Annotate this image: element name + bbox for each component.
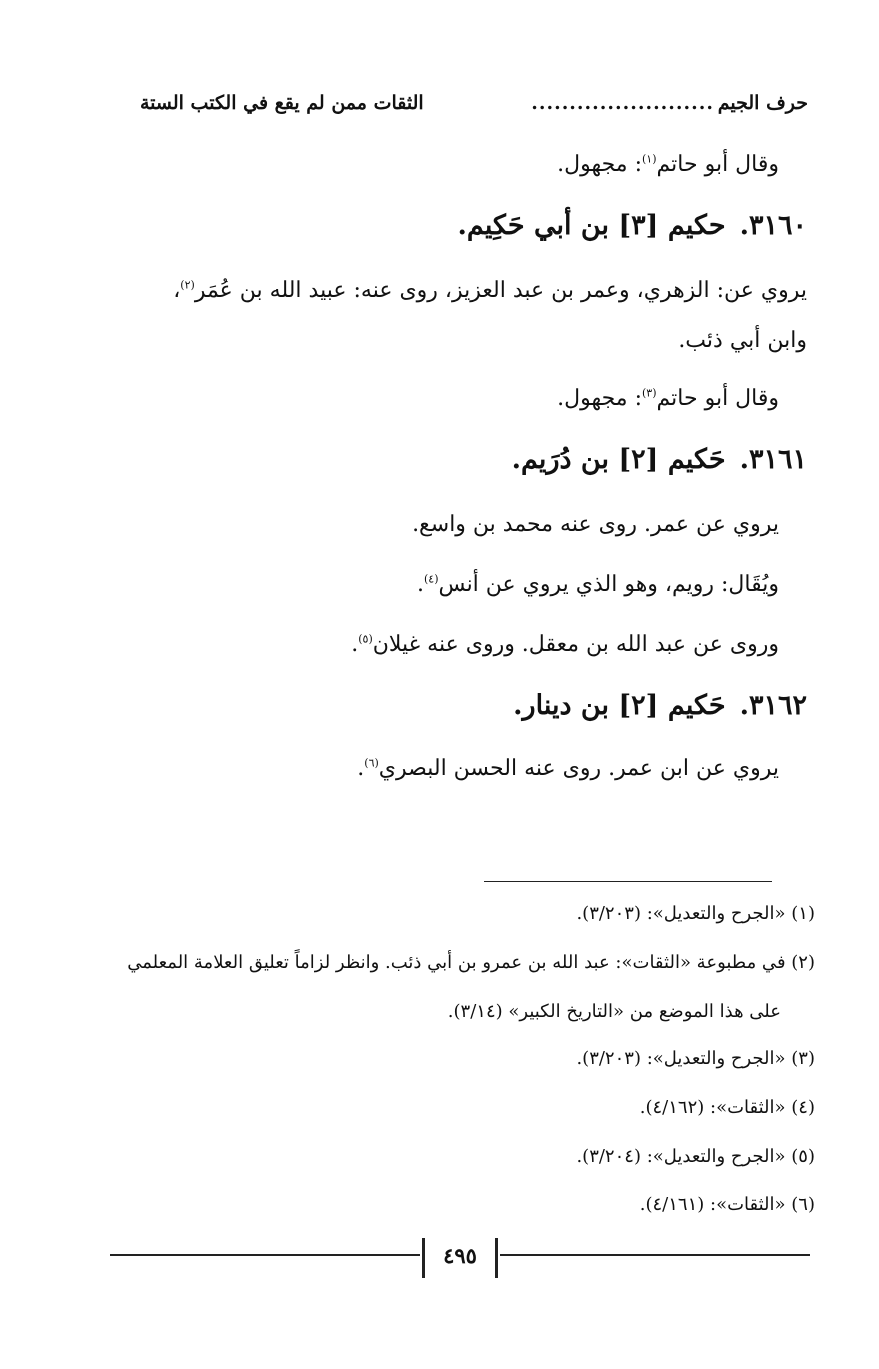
body-line: وابن أبي ذئب. <box>678 328 807 353</box>
body-line: يروي عن ابن عمر. روى عنه الحسن البصري$^{(٦)}$. <box>357 756 779 781</box>
header-leader-dots: ........................ <box>531 92 714 114</box>
entry-heading-3161 <box>512 444 807 475</box>
footnote-3: (٣) «الجرح والتعديل»: (٣/٢٠٣). <box>576 1048 815 1069</box>
footnote-1: (١) «الجرح والتعديل»: (٣/٢٠٣). <box>576 903 815 924</box>
footnote-2-continued: على هذا الموضع من «التاريخ الكبير» (٣/١٤). <box>447 1001 781 1022</box>
footnote-ref: (٤) <box>424 572 439 586</box>
entry-heading-3160 <box>457 210 807 241</box>
body-line: يروي عن عمر. روى عنه محمد بن واسع. <box>412 512 779 537</box>
footnote-5: (٥) «الجرح والتعديل»: (٣/٢٠٤). <box>576 1146 815 1167</box>
footnote-separator <box>484 881 772 882</box>
body-line: وقال أبو حاتم$^{(١)}$: مجهول. <box>557 152 779 177</box>
footnote-2: (٢) في مطبوعة «الثقات»: عبد الله بن عمرو بن أبي ذئب. وانظر لزاماً تعليق العلامة المعلمي <box>127 952 815 973</box>
footer-rule-left <box>110 1254 420 1256</box>
body-line: يروي عن: الزهري، وعمر بن عبد العزيز، روى عنه: عبيد الله بن عُمَر$^{(٢)}$، <box>173 278 807 303</box>
footnote-4: (٤) «الثقات»: (٤/١٦٢). <box>639 1097 815 1118</box>
body-line: وقال أبو حاتم$^{(٣)}$: مجهول. <box>557 386 779 411</box>
header-book-title: الثقات ممن لم يقع في الكتب الستة <box>140 92 424 114</box>
entry-title: حكيم [٣] بن أبي حَكِيم. <box>457 210 726 241</box>
entry-number: ٣١٦٢. <box>739 690 807 721</box>
entry-number: ٣١٦١. <box>739 444 807 475</box>
entry-heading-3162 <box>513 690 807 721</box>
footnote-ref: (١) <box>642 152 657 166</box>
body-line: وروى عن عبد الله بن معقل. وروى عنه غيلان$^{(٥)}$. <box>351 632 779 657</box>
entry-title: حَكيم [٢] بن دينار. <box>513 690 726 721</box>
footnote-ref: (٥) <box>358 632 373 646</box>
footnote-ref: (٢) <box>180 278 195 292</box>
running-header <box>140 88 808 124</box>
entry-title: حَكيم [٢] بن دُرَيم. <box>511 444 726 475</box>
footnote-ref: (٣) <box>642 386 657 400</box>
body-line: ويُقَال: رويم، وهو الذي يروي عن أنس$^{(٤)}$. <box>417 572 779 597</box>
footnote-6: (٦) «الثقات»: (٤/١٦١). <box>639 1194 815 1215</box>
header-chapter: حرف الجيم <box>717 92 808 114</box>
entry-number: ٣١٦٠. <box>739 210 807 241</box>
footnote-ref: (٦) <box>364 756 379 770</box>
page-number: ٤٩٥ <box>422 1238 498 1278</box>
footer-rule-right <box>500 1254 810 1256</box>
